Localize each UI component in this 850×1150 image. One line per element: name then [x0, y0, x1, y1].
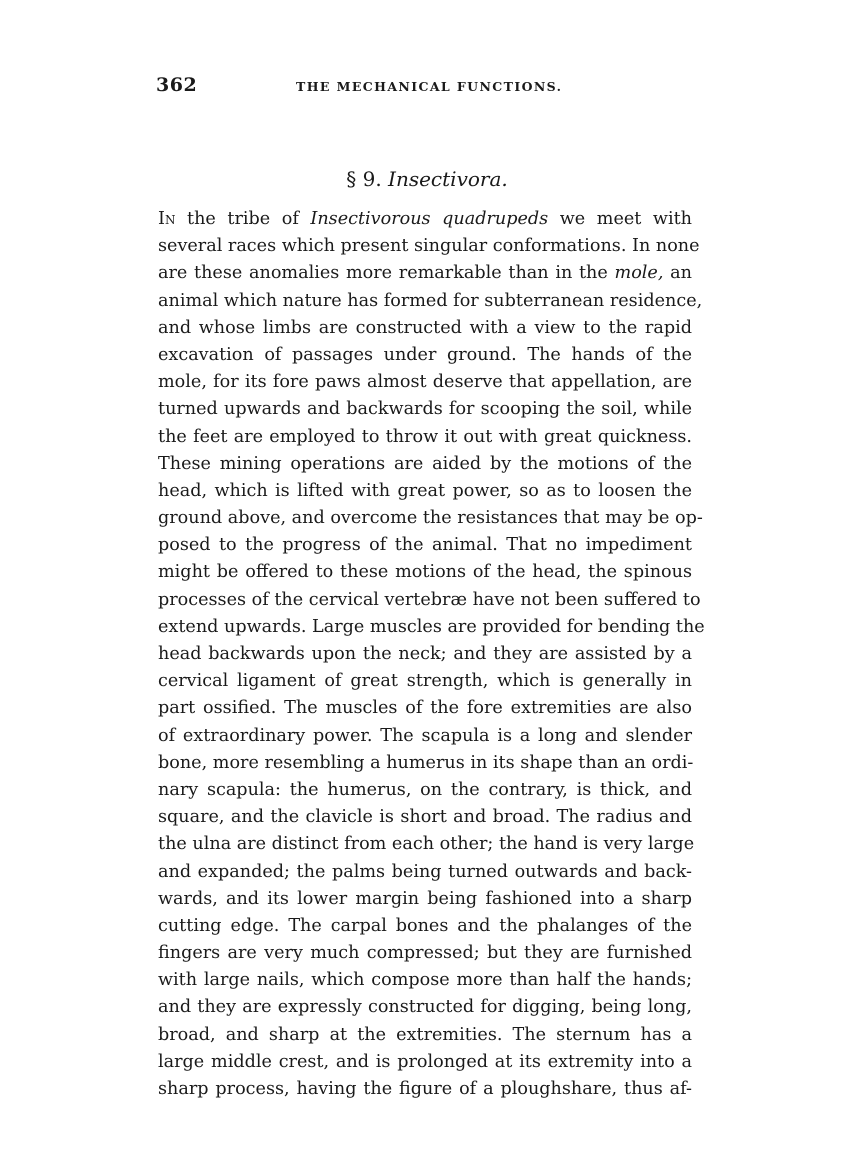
text-line: head backwards upon the neck; and they are assisted by a [158, 644, 692, 664]
text-line: posed to the progress of the animal. That no impediment [158, 535, 692, 556]
text-line: cutting edge. The carpal bones and the phalanges of the [158, 915, 692, 936]
text-line: nary scapula: the humerus, on the contrary, is thick, and [158, 779, 692, 800]
text-line: animal which nature has formed for subterranean residence, [158, 290, 703, 311]
text-line: extend upwards. Large muscles are provided for bending the [158, 616, 705, 637]
text-line: square, and the clavicle is short and broad. The radius and [158, 807, 692, 828]
text-line: wards, and its lower margin being fashioned into a sharp [158, 888, 692, 909]
running-head: THE MECHANICAL FUNCTIONS. [296, 79, 563, 94]
text-run: an [663, 263, 692, 284]
section-heading [2, 167, 850, 191]
text-line: and expanded; the palms being turned outwards and back- [158, 861, 692, 882]
text-line: large middle crest, and is prolonged at its extremity into a [158, 1051, 692, 1072]
text-line: with large nails, which compose more than half the hands; [158, 970, 692, 991]
text-line: These mining operations are aided by the motions of the [158, 453, 692, 474]
text-line: turned upwards and backwards for scooping the soil, while [158, 399, 692, 420]
text-run: we meet with [548, 209, 692, 229]
text-run: are these anomalies more remarkable than in the [158, 263, 615, 284]
text-run: mole, [614, 263, 664, 284]
text-line: of extraordinary power. The scapula is a long and slender [158, 725, 692, 746]
text-line: the feet are employed to throw it out with great quickness. [158, 426, 692, 447]
text-line: cervical ligament of great strength, which is generally in [158, 671, 692, 692]
text-line: bone, more resembling a humerus in its shape than an ordi- [158, 752, 694, 773]
text-line: broad, and sharp at the extremities. The sternum has a [158, 1024, 692, 1045]
body-text [158, 206, 705, 1103]
text-run: In [158, 209, 176, 229]
text-line: mole, for its fore paws almost deserve that appellation, are [158, 372, 692, 393]
text-line: ground above, and overcome the resistances that may be op- [158, 508, 703, 529]
text-line: several races which present singular conformations. In none [158, 236, 700, 257]
text-line: excavation of passages under ground. The hands of the [158, 344, 692, 365]
text-line: the ulna are distinct from each other; the hand is very large [158, 834, 695, 855]
text-line: part ossified. The muscles of the fore extremities are also [158, 698, 692, 719]
text-line: sharp process, having the figure of a ploughshare, thus af- [158, 1079, 692, 1099]
text-line: fingers are very much compressed; but they are furnished [158, 943, 692, 964]
section-number: § 9. [346, 167, 382, 191]
text-line: and whose limbs are constructed with a view to the rapid [158, 317, 692, 338]
text-line: and they are expressly constructed for digging, being long, [158, 997, 692, 1018]
text-line: processes of the cervical vertebræ have not been suffered to [158, 589, 701, 610]
text-run: Insectivorous quadrupeds [310, 209, 549, 229]
text-line [158, 260, 692, 287]
page-number: 362 [156, 74, 198, 96]
text-run: the tribe of [175, 209, 311, 229]
text-line: head, which is lifted with great power, so as to loosen the [158, 480, 692, 501]
text-line: might be offered to these motions of the head, the spinous [158, 562, 692, 583]
text-line [158, 206, 692, 233]
section-title: Insectivora. [388, 167, 508, 191]
